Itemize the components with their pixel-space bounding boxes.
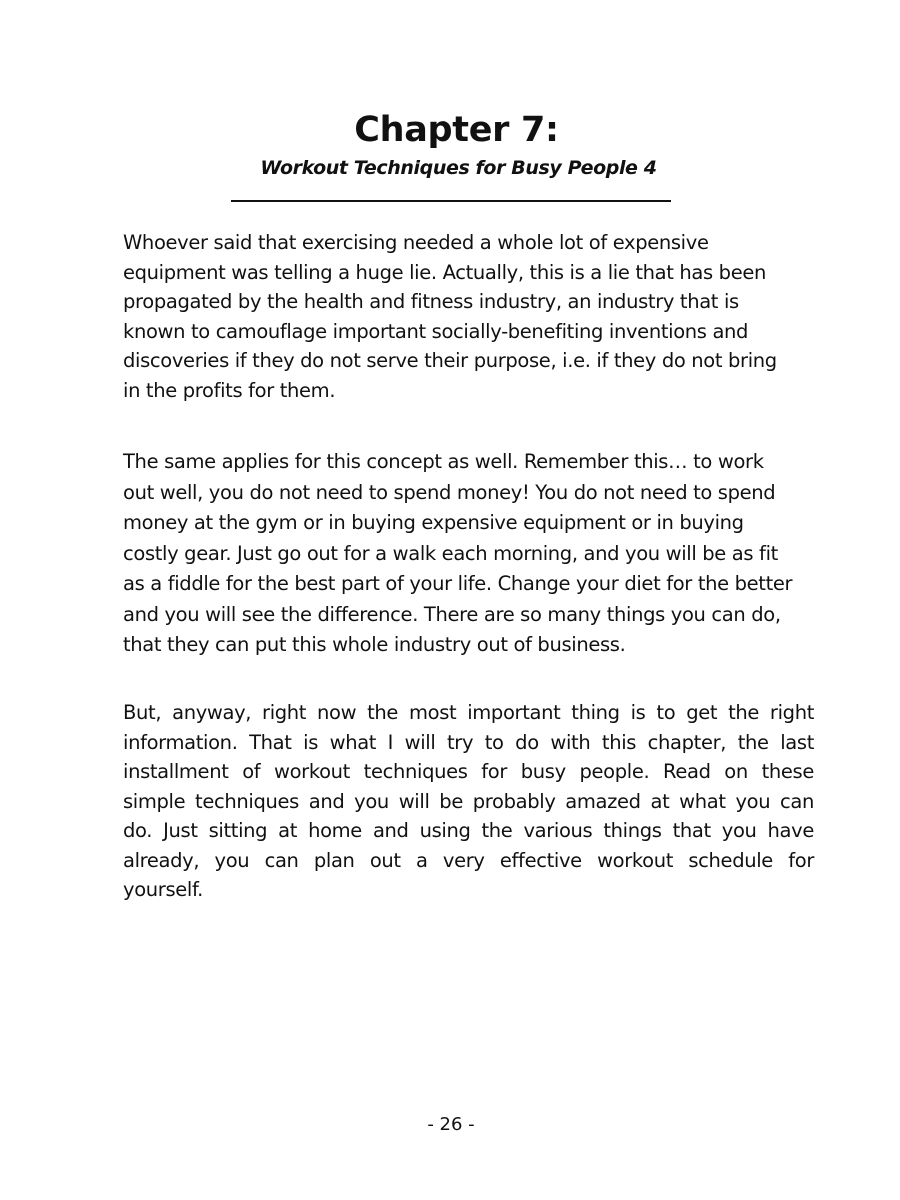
body-paragraph-1	[123, 228, 823, 405]
text-line: in the profits for them.	[123, 378, 336, 402]
page-number: - 26 -	[427, 1114, 475, 1135]
title-divider	[231, 200, 671, 202]
text-line: information. That is what I will try to do with this chapter, the last	[123, 730, 814, 754]
text-line: installment of workout techniques for busy people. Read on these	[123, 760, 814, 783]
text-line: equipment was telling a huge lie. Actually, this is a lie that has been	[123, 260, 767, 284]
text-line: money at the gym or in buying expensive equipment or in buying	[123, 511, 744, 534]
text-line: The same applies for this concept as well. Remember this… to work	[123, 450, 764, 473]
text-line: out well, you do not need to spend money! You do not need to spend	[123, 480, 776, 504]
text-line: and you will see the difference. There are so many things you can do,	[123, 602, 781, 626]
chapter-subtitle: Workout Techniques for Busy People 4	[260, 157, 657, 179]
text-line: already, you can plan out a very effective workout schedule for	[123, 848, 814, 872]
text-line: yourself.	[123, 878, 203, 901]
text-line: Whoever said that exercising needed a whole lot of expensive	[123, 231, 709, 254]
text-line: costly gear. Just go out for a walk each morning, and you will be as fit	[123, 541, 778, 565]
body-paragraph-3	[123, 698, 814, 905]
text-line: as a fiddle for the best part of your life. Change your diet for the better	[123, 572, 793, 595]
text-line: propagated by the health and fitness industry, an industry that is	[123, 290, 739, 313]
text-line: simple techniques and you will be probably amazed at what you can	[123, 789, 814, 813]
text-line: do. Just sitting at home and using the various things that you have	[123, 819, 814, 842]
text-line: known to camouflage important socially-benefiting inventions and	[123, 319, 749, 343]
chapter-title: Chapter 7:	[354, 110, 559, 150]
text-line: that they can put this whole industry out of business.	[123, 633, 626, 656]
text-line: But, anyway, right now the most important thing is to get the right	[123, 701, 814, 724]
text-line: discoveries if they do not serve their purpose, i.e. if they do not bring	[123, 349, 777, 372]
body-paragraph-2	[123, 447, 828, 661]
